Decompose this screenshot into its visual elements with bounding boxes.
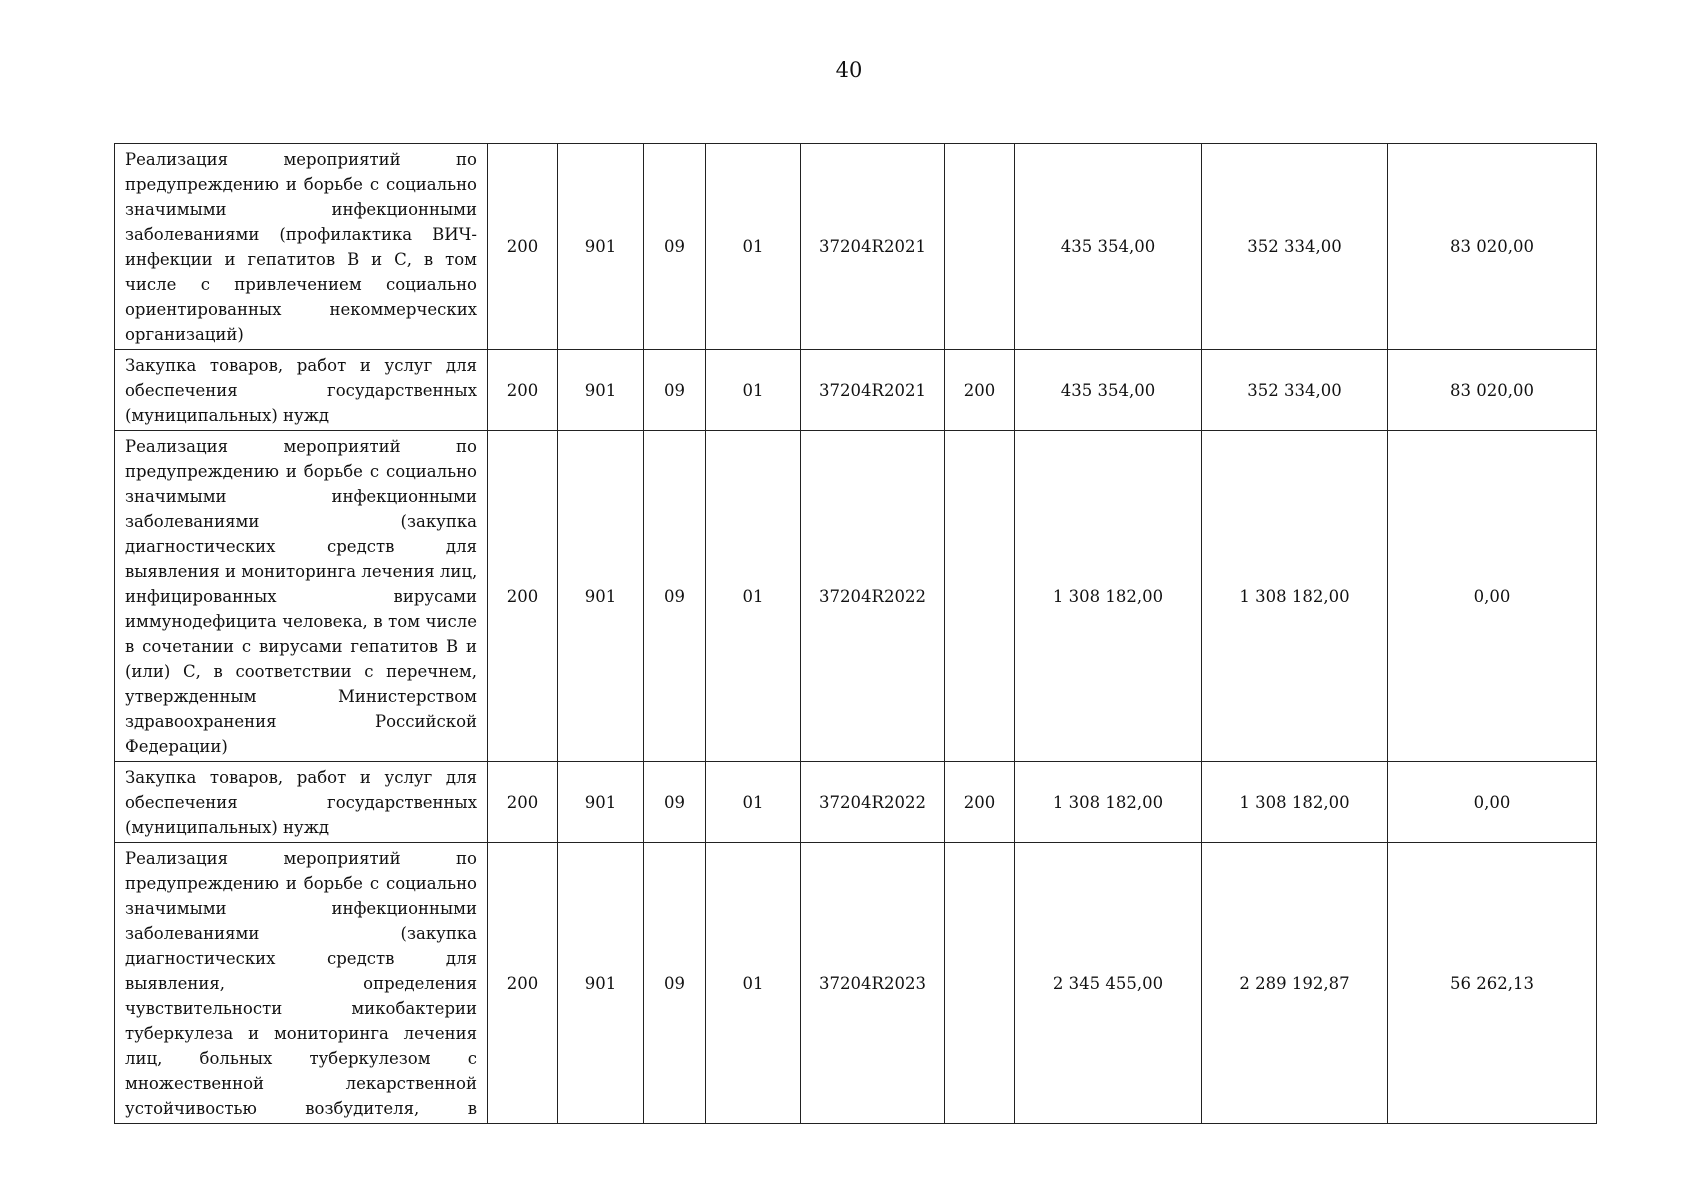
section-cell bbox=[644, 350, 706, 431]
section-value: 09 bbox=[664, 792, 685, 812]
description-line: Реализация мероприятий по bbox=[125, 150, 477, 169]
budget-table bbox=[114, 143, 1597, 1124]
description-line: обеспечения государственных bbox=[125, 381, 477, 400]
amount-federal-value: 1 308 182,00 bbox=[1239, 586, 1350, 606]
razdel-value: 200 bbox=[506, 237, 539, 256]
description-line: числе с привлечением социально bbox=[125, 275, 477, 294]
description-line: предупреждению и борьбе с социально bbox=[125, 874, 477, 893]
expense-type-value: 200 bbox=[963, 792, 996, 812]
description-line: Закупка товаров, работ и услуг для bbox=[125, 768, 477, 787]
amount-regional-value: 0,00 bbox=[1473, 792, 1511, 812]
ved-value: 901 bbox=[584, 973, 617, 993]
subsection-cell bbox=[706, 843, 801, 1124]
table-body bbox=[115, 144, 1597, 1124]
amount-regional-value: 56 262,13 bbox=[1450, 973, 1534, 993]
description-line: утвержденным Министерством bbox=[125, 687, 477, 706]
amount-regional-value: 0,00 bbox=[1473, 586, 1511, 606]
subsection-cell bbox=[706, 350, 801, 431]
description-line: значимыми инфекционными bbox=[125, 487, 477, 506]
description-line: лиц, больных туберкулезом с bbox=[125, 1049, 477, 1068]
description-cell bbox=[115, 431, 488, 762]
amount-federal-value: 2 289 192,87 bbox=[1239, 973, 1350, 993]
description-line: здравоохранения Российской bbox=[125, 712, 477, 731]
amount-federal-value: 352 334,00 bbox=[1247, 237, 1342, 256]
amount-total-cell bbox=[1015, 843, 1202, 1124]
amount-total-value: 435 354,00 bbox=[1060, 380, 1156, 400]
section-cell bbox=[644, 762, 706, 843]
table-row bbox=[115, 762, 1597, 843]
section-cell bbox=[644, 431, 706, 762]
expense-type-cell bbox=[945, 762, 1015, 843]
description-line: заболеваниями (профилактика ВИЧ- bbox=[125, 225, 477, 244]
description-line: предупреждению и борьбе с социально bbox=[125, 462, 477, 481]
description-cell bbox=[115, 843, 488, 1124]
description-line: Реализация мероприятий по bbox=[125, 849, 477, 868]
ved-cell bbox=[558, 762, 644, 843]
amount-total-cell bbox=[1015, 144, 1202, 350]
amount-federal-value: 1 308 182,00 bbox=[1239, 792, 1350, 812]
expense-type-cell bbox=[945, 144, 1015, 350]
description-cell bbox=[115, 144, 488, 350]
target-article-value: 37204R2022 bbox=[819, 586, 926, 606]
subsection-value: 01 bbox=[742, 380, 764, 400]
description-line: туберкулеза и мониторинга лечения bbox=[125, 1024, 477, 1043]
amount-total-value: 1 308 182,00 bbox=[1052, 586, 1164, 606]
amount-total-value: 1 308 182,00 bbox=[1052, 792, 1164, 812]
target-article-value: 37204R2023 bbox=[819, 973, 926, 993]
description-line: выявления и мониторинга лечения лиц, bbox=[125, 562, 477, 581]
amount-total-cell bbox=[1015, 431, 1202, 762]
amount-federal-value: 352 334,00 bbox=[1247, 380, 1342, 400]
table-row bbox=[115, 350, 1597, 431]
razdel-value: 200 bbox=[506, 792, 539, 812]
expense-type-cell bbox=[945, 431, 1015, 762]
section-value: 09 bbox=[664, 380, 685, 400]
target-article-value: 37204R2022 bbox=[819, 792, 926, 812]
target-article-cell bbox=[801, 144, 945, 350]
description-line: инфицированных вирусами bbox=[125, 587, 477, 606]
amount-federal-cell bbox=[1202, 350, 1388, 431]
amount-regional-cell bbox=[1388, 843, 1597, 1124]
description-line: обеспечения государственных bbox=[125, 793, 477, 812]
amount-total-value: 2 345 455,00 bbox=[1052, 973, 1164, 993]
razdel-cell bbox=[488, 843, 558, 1124]
description-line: инфекции и гепатитов В и С, в том bbox=[125, 250, 477, 269]
description-line: предупреждению и борьбе с социально bbox=[125, 175, 477, 194]
subsection-cell bbox=[706, 762, 801, 843]
description-line: заболеваниями (закупка bbox=[125, 512, 477, 531]
description-line: заболеваниями (закупка bbox=[125, 924, 477, 943]
razdel-cell bbox=[488, 350, 558, 431]
description-line: организаций) bbox=[125, 325, 244, 344]
ved-cell bbox=[558, 350, 644, 431]
subsection-value: 01 bbox=[742, 792, 764, 812]
razdel-value: 200 bbox=[506, 380, 539, 400]
amount-total-value: 435 354,00 bbox=[1060, 237, 1156, 256]
description-cell bbox=[115, 350, 488, 431]
section-value: 09 bbox=[664, 237, 685, 256]
description-line: (или) С, в соответствии с перечнем, bbox=[125, 662, 477, 681]
amount-federal-cell bbox=[1202, 843, 1388, 1124]
razdel-cell bbox=[488, 144, 558, 350]
amount-regional-value: 83 020,00 bbox=[1450, 380, 1534, 400]
description-line: в сочетании с вирусами гепатитов В и bbox=[125, 637, 477, 656]
description-line: диагностических средств для bbox=[125, 949, 477, 968]
amount-federal-cell bbox=[1202, 762, 1388, 843]
description-line: ориентированных некоммерческих bbox=[125, 300, 477, 319]
subsection-cell bbox=[706, 144, 801, 350]
description-line: диагностических средств для bbox=[125, 537, 477, 556]
ved-value: 901 bbox=[584, 237, 617, 256]
expense-type-cell bbox=[945, 350, 1015, 431]
target-article-cell bbox=[801, 350, 945, 431]
description-line: Закупка товаров, работ и услуг для bbox=[125, 356, 477, 375]
section-value: 09 bbox=[664, 973, 685, 993]
amount-federal-cell bbox=[1202, 431, 1388, 762]
subsection-value: 01 bbox=[742, 237, 764, 256]
amount-regional-cell bbox=[1388, 144, 1597, 350]
description-line: Федерации) bbox=[125, 737, 228, 756]
section-cell bbox=[644, 144, 706, 350]
target-article-value: 37204R2021 bbox=[819, 380, 926, 400]
section-cell bbox=[644, 843, 706, 1124]
amount-regional-value: 83 020,00 bbox=[1450, 237, 1534, 256]
ved-cell bbox=[558, 843, 644, 1124]
description-line: (муниципальных) нужд bbox=[125, 406, 330, 425]
table-row bbox=[115, 843, 1597, 1124]
description-line: множественной лекарственной bbox=[125, 1074, 477, 1093]
description-line: значимыми инфекционными bbox=[125, 200, 477, 219]
razdel-value: 200 bbox=[506, 586, 539, 606]
amount-regional-cell bbox=[1388, 762, 1597, 843]
description-line: устойчивостью возбудителя, в bbox=[125, 1099, 477, 1118]
description-line: Реализация мероприятий по bbox=[125, 437, 477, 456]
description-line: выявления, определения bbox=[125, 974, 477, 993]
subsection-value: 01 bbox=[742, 973, 764, 993]
description-line: (муниципальных) нужд bbox=[125, 818, 330, 837]
section-value: 09 bbox=[664, 586, 685, 606]
amount-total-cell bbox=[1015, 350, 1202, 431]
subsection-value: 01 bbox=[742, 586, 764, 606]
table-row bbox=[115, 144, 1597, 350]
razdel-cell bbox=[488, 762, 558, 843]
ved-value: 901 bbox=[584, 380, 617, 400]
razdel-value: 200 bbox=[506, 973, 539, 993]
ved-cell bbox=[558, 144, 644, 350]
target-article-cell bbox=[801, 843, 945, 1124]
amount-regional-cell bbox=[1388, 350, 1597, 431]
description-line: иммунодефицита человека, в том числе bbox=[125, 612, 477, 631]
amount-federal-cell bbox=[1202, 144, 1388, 350]
ved-cell bbox=[558, 431, 644, 762]
description-line: значимыми инфекционными bbox=[125, 899, 477, 918]
description-cell bbox=[115, 762, 488, 843]
amount-regional-cell bbox=[1388, 431, 1597, 762]
ved-value: 901 bbox=[584, 586, 617, 606]
table-row bbox=[115, 431, 1597, 762]
description-line: чувствительности микобактерии bbox=[125, 999, 477, 1018]
ved-value: 901 bbox=[584, 792, 617, 812]
expense-type-cell bbox=[945, 843, 1015, 1124]
amount-total-cell bbox=[1015, 762, 1202, 843]
expense-type-value: 200 bbox=[963, 380, 996, 400]
target-article-value: 37204R2021 bbox=[819, 237, 926, 256]
target-article-cell bbox=[801, 431, 945, 762]
razdel-cell bbox=[488, 431, 558, 762]
subsection-cell bbox=[706, 431, 801, 762]
page-number: 40 bbox=[835, 58, 863, 82]
target-article-cell bbox=[801, 762, 945, 843]
